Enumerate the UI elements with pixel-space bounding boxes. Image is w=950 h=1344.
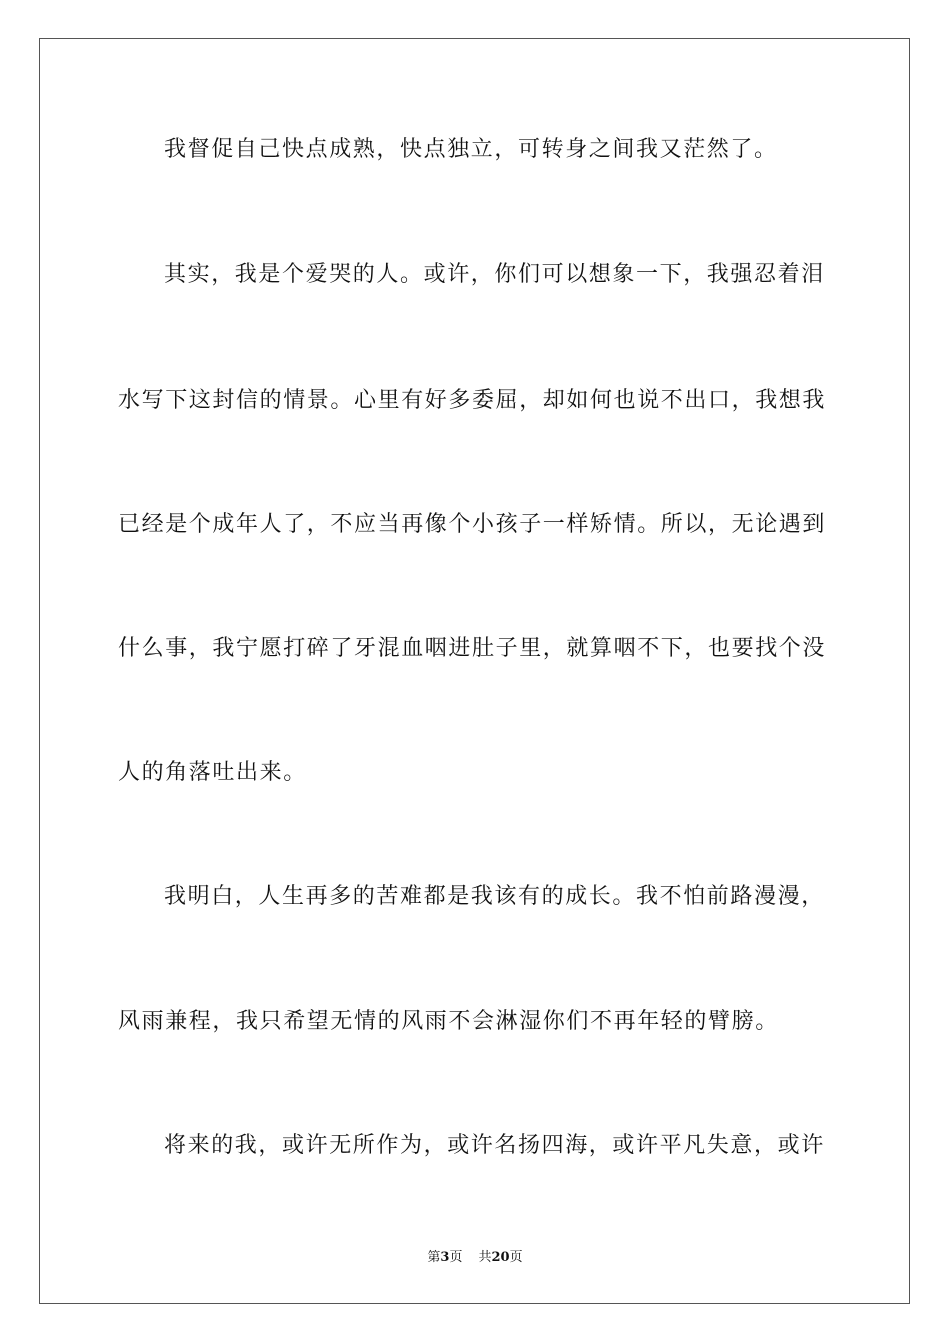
- total-prefix: 共: [478, 1250, 492, 1265]
- text-line: 风雨兼程，我只希望无情的风雨不会淋湿你们不再年轻的臂膀。: [118, 1009, 779, 1034]
- text-line: 已经是个成年人了，不应当再像个小孩子一样矫情。所以，无论遇到: [118, 512, 827, 537]
- text-line: 我督促自己快点成熟，快点独立，可转身之间我又茫然了。: [164, 137, 778, 162]
- total-suffix: 页: [509, 1250, 523, 1265]
- text-line: 将来的我，或许无所作为，或许名扬四海，或许平凡失意，或许: [164, 1133, 825, 1158]
- text-line: 什么事，我宁愿打碎了牙混血咽进肚子里，就算咽不下，也要找个没: [118, 636, 827, 661]
- page-suffix: 页: [449, 1250, 463, 1265]
- text-line: 水写下这封信的情景。心里有好多委屈，却如何也说不出口，我想我: [118, 388, 827, 413]
- text-line: 其实，我是个爱哭的人。或许，你们可以想象一下，我强忍着泪: [164, 262, 825, 287]
- page-footer: [0, 1246, 950, 1265]
- total-pages: 20: [491, 1250, 510, 1265]
- page-number: 3: [440, 1250, 450, 1265]
- text-line: 我明白，人生再多的苦难都是我该有的成长。我不怕前路漫漫，: [164, 884, 825, 909]
- page-border: [39, 38, 910, 1304]
- page-prefix: 第: [427, 1250, 441, 1265]
- text-line: 人的角落吐出来。: [118, 760, 307, 785]
